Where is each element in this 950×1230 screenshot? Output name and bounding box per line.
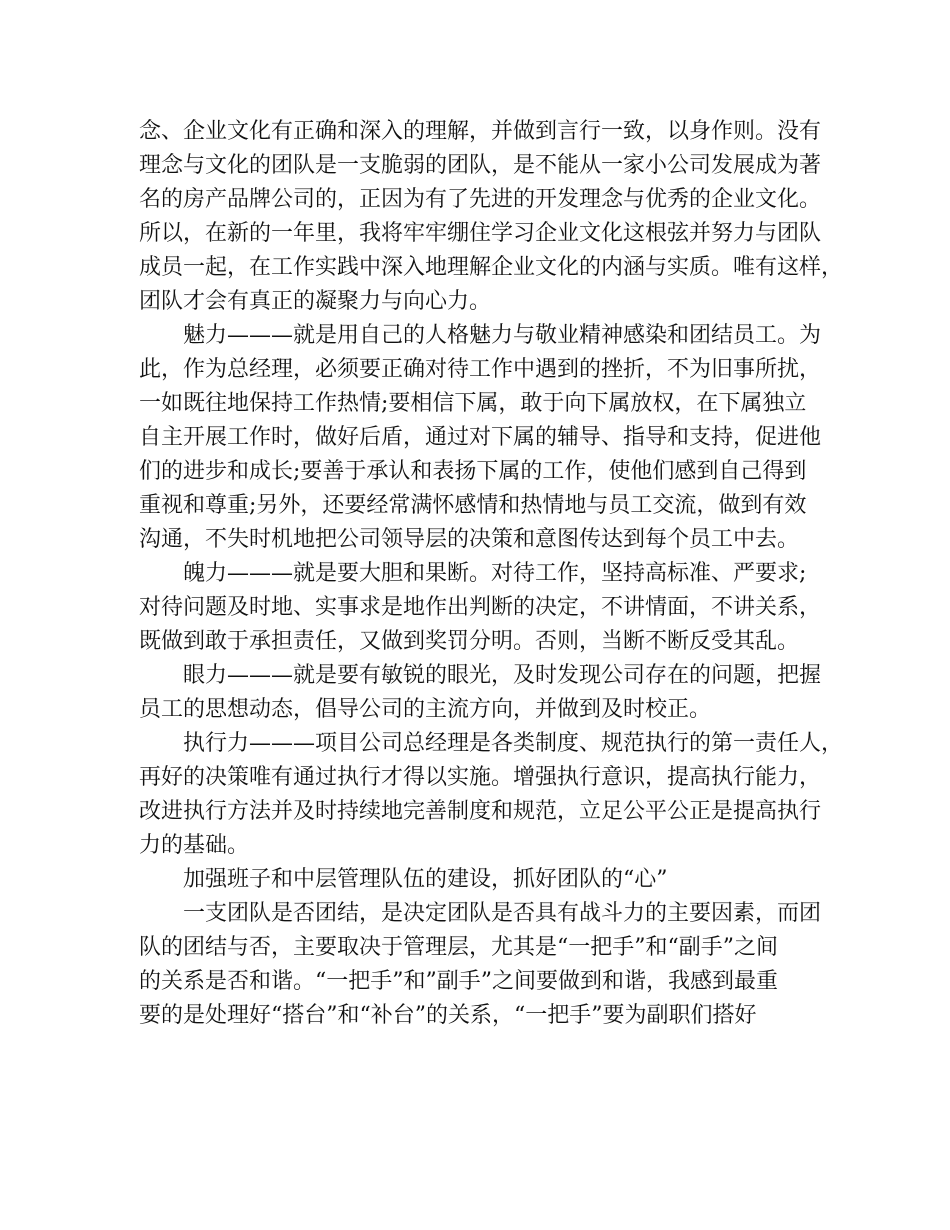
text-line: 再好的决策唯有通过执行才得以实施。增强执行意识，提高执行能力， <box>139 765 822 790</box>
text-line: 魄力———就是要大胆和果断。对待工作，坚持高标准、严要求; <box>183 561 807 586</box>
text-line: 一支团队是否团结，是决定团队是否具有战斗力的主要因素，而团 <box>183 901 822 926</box>
text-line: 理念与文化的团队是一支脆弱的团队，是不能从一家小公司发展成为著 <box>139 153 822 178</box>
text-line: 的关系是否和谐。“一把手”和”副手”之间要做到和谐，我感到最重 <box>139 969 778 994</box>
text-line: 此，作为总经理，必须要正确对待工作中遇到的挫折，不为旧事所扰， <box>139 357 822 382</box>
text-line: 要的是处理好“搭台”和“补台”的关系，“一把手”要为副职们搭好 <box>139 1003 757 1028</box>
text-line: 加强班子和中层管理队伍的建设，抓好团队的“心” <box>183 867 668 892</box>
text-line: 成员一起，在工作实践中深入地理解企业文化的内涵与实质。唯有这样， <box>139 255 844 280</box>
text-line: 团队才会有真正的凝聚力与向心力。 <box>139 289 492 314</box>
text-line: 沟通，不失时机地把公司领导层的决策和意图传达到每个员工中去。 <box>139 527 800 552</box>
text-line: 对待问题及时地、实事求是地作出判断的决定，不讲情面，不讲关系， <box>139 595 822 620</box>
text-line: 改进执行方法并及时持续地完善制度和规范，立足公平公正是提高执行 <box>139 799 822 824</box>
text-line: 一如既往地保持工作热情;要相信下属，敢于向下属放权，在下属独立 <box>139 391 807 416</box>
text-line: 所以，在新的一年里，我将牢牢绷住学习企业文化这根弦并努力与团队 <box>139 221 822 246</box>
text-line: 队的团结与否，主要取决于管理层，尤其是“一把手”和“副手”之间 <box>139 935 778 960</box>
text-line: 魅力———就是用自己的人格魅力与敬业精神感染和团结员工。为 <box>183 323 822 348</box>
text-line: 们的进步和成长;要善于承认和表扬下属的工作，使他们感到自己得到 <box>139 459 807 484</box>
text-line: 力的基础。 <box>139 833 250 858</box>
text-line: 员工的思想动态，倡导公司的主流方向，并做到及时校正。 <box>139 697 712 722</box>
document-body <box>139 115 844 1033</box>
text-line: 名的房产品牌公司的，正因为有了先进的开发理念与优秀的企业文化。 <box>139 187 822 212</box>
text-line: 眼力———就是要有敏锐的眼光，及时发现公司存在的问题，把握 <box>183 663 822 688</box>
text-line: 念、企业文化有正确和深入的理解，并做到言行一致，以身作则。没有 <box>139 119 822 144</box>
text-line: 重视和尊重;另外，还要经常满怀感情和热情地与员工交流，做到有效 <box>139 493 807 518</box>
text-line: 既做到敢于承担责任，又做到奖罚分明。否则，当断不断反受其乱。 <box>139 629 800 654</box>
text-line: 自主开展工作时，做好后盾，通过对下属的辅导、指导和支持，促进他 <box>139 425 822 450</box>
text-line: 执行力———项目公司总经理是各类制度、规范执行的第一责任人， <box>183 731 844 756</box>
